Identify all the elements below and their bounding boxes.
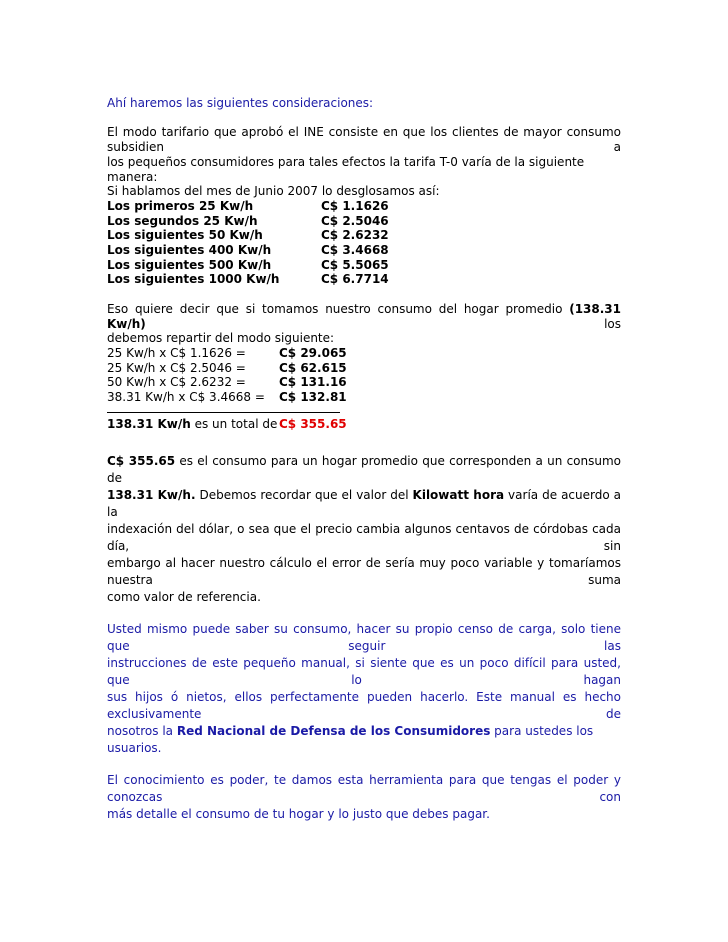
breakdown-row [107,375,347,390]
para3-text3: varía de acuerdo a la [107,488,622,520]
breakdown-result: C$ 131.16 [279,375,347,390]
tariff-label: Los siguientes 400 Kw/h [107,243,272,258]
para3-line5: como valor de referencia. [107,590,261,605]
tariff-label: Los siguientes 1000 Kw/h [107,272,280,287]
tariff-price: C$ 1.1626 [321,198,389,213]
para2-text: Eso quiere decir que si tomamos nuestro consumo del hogar promedio [107,301,570,316]
para4-text: nosotros la [107,724,177,739]
breakdown-result: C$ 132.81 [279,390,347,405]
para3-line2 [107,487,621,521]
breakdown-calc: 50 Kw/h x C$ 2.6232 = [107,375,246,390]
tariff-row [107,199,389,214]
breakdown-result: C$ 29.065 [279,345,347,360]
breakdown-calc: 38.31 Kw/h x C$ 3.4668 = [107,390,265,405]
breakdown-row [107,361,347,376]
para4-text-end: para ustedes los usuarios. [107,724,594,756]
tariff-row [107,272,389,287]
document-body [107,96,621,823]
tariff-row [107,243,389,258]
tariff-price: C$ 2.6232 [321,228,389,243]
tariff-label: Los primeros 25 Kw/h [107,198,254,213]
tariff-price: C$ 5.5065 [321,257,389,272]
para2-line2: debemos repartir del modo siguiente: [107,331,335,346]
para3-amount: C$ 355.65 [107,454,176,469]
breakdown-row [107,390,347,405]
tariff-price: C$ 6.7714 [321,272,389,287]
intro-text: Ahí haremos las siguientes consideraciones: [107,96,374,110]
para1-line3: Si hablamos del mes de Junio 2007 lo desglosamos así: [107,184,440,199]
total-amount: C$ 355.65 [279,416,347,431]
para3-text2: Debemos recordar que el valor del [195,488,413,503]
para2-line1 [107,302,621,331]
para2-text-end: los [145,316,621,331]
para3-line4: embargo al hacer nuestro cálculo el error de sería muy poco variable y tomaríamos nuestra suma [107,556,621,588]
para4-line2: instrucciones de este pequeño manual, si siente que es un poco difícil para usted, que lo hagan [107,656,621,688]
para2-consumption: (138.31 Kw/h) [107,301,621,331]
total-kw: 138.31 Kw/h [107,416,191,431]
total-row [107,417,347,432]
org-name: Red Nacional de Defensa de los Consumidores [176,724,491,739]
tariff-row [107,228,389,243]
para5-line2: más detalle el consumo de tu hogar y lo justo que debes pagar. [107,806,490,821]
tariff-row [107,258,389,273]
para3-text1: es el consumo para un hogar promedio que corresponden a un consumo de [107,454,622,486]
total-divider [107,412,340,413]
tariff-row [107,214,389,229]
breakdown-result: C$ 62.615 [279,360,347,375]
para1-line2: los pequeños consumidores para tales efectos la tarifa T-0 varía de la siguiente manera: [107,154,585,184]
breakdown-row [107,346,347,361]
para4-line1: Usted mismo puede saber su consumo, hacer su propio censo de carga, solo tiene que seguir las [107,622,621,654]
para3-kw: 138.31 Kw/h. [107,488,196,503]
para3-line1 [107,453,621,487]
para3-kwh: Kilowatt hora [412,488,505,503]
para4-line3: sus hijos ó nietos, ellos perfectamente pueden hacerlo. Este manual es hecho exclusivamente de [107,690,621,722]
para4-line4 [107,723,621,757]
para1-line1: El modo tarifario que aprobó el INE consiste en que los clientes de mayor consumo subsidien a [107,125,621,155]
total-text: es un total de [190,416,278,431]
tariff-table [107,199,389,287]
tariff-price: C$ 2.5046 [321,213,389,228]
para5-line1: El conocimiento es poder, te damos esta herramienta para que tengas el poder y conozcas con [107,772,621,804]
tariff-label: Los segundos 25 Kw/h [107,213,258,228]
para3-line3: indexación del dólar, o sea que el precio cambia algunos centavos de córdobas cada día, sin [107,522,621,554]
breakdown-table [107,346,347,405]
tariff-label: Los siguientes 50 Kw/h [107,228,263,243]
tariff-label: Los siguientes 500 Kw/h [107,257,272,272]
breakdown-calc: 25 Kw/h x C$ 1.1626 = [107,345,246,360]
breakdown-calc: 25 Kw/h x C$ 2.5046 = [107,360,246,375]
tariff-price: C$ 3.4668 [321,243,389,258]
